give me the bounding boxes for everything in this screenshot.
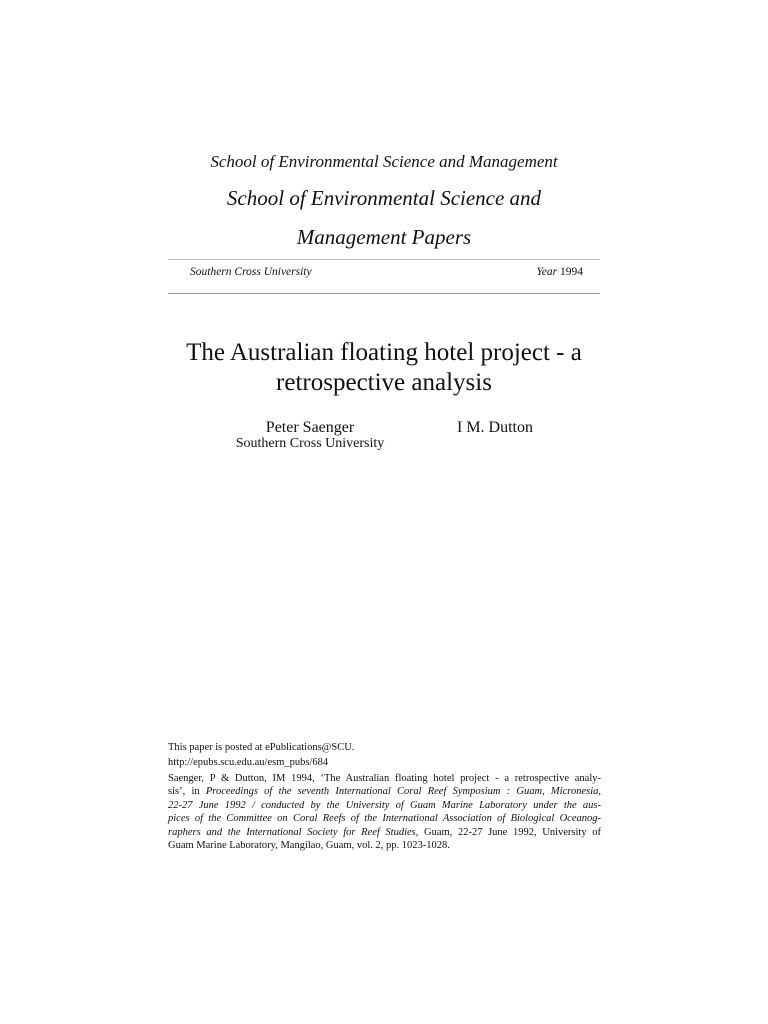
bottom-rule <box>168 293 600 294</box>
paper-title <box>120 338 648 398</box>
citation-proceedings: raphers and the International Society for Reef Studies <box>168 826 416 838</box>
paper-url[interactable]: http://epubs.scu.edu.au/esm_pubs/684 <box>168 757 329 768</box>
collection-title-line2: Management Papers <box>296 225 472 249</box>
author-name: I M. Dutton <box>457 419 533 436</box>
citation-line: Guam Marine Laboratory, Mangilao, Guam, vol. 2, pp. 1023-1028. <box>168 840 450 852</box>
paper-title-line1: The Australian floating hotel project - a <box>186 339 582 366</box>
year-label: Year <box>536 266 558 278</box>
citation-proceedings: Proceedings of the seventh International Coral Reef Symposium : Guam, Micronesia, <box>205 786 601 798</box>
author-affiliation: Southern Cross University <box>235 436 385 451</box>
citation-text: , Guam, 22-27 June 1992, University of <box>415 826 601 838</box>
collection-title-line1: School of Environmental Science and <box>226 186 542 210</box>
author-name: Peter Saenger <box>265 419 355 436</box>
year-block <box>536 266 583 278</box>
citation-line: Saenger, P & Dutton, IM 1994, ‘The Australian floating hotel project - a retrospective analy- <box>168 773 601 784</box>
paper-title-line2: retrospective analysis <box>276 369 492 396</box>
citation-proceedings: 22-27 June 1992 / conducted by the University of Guam Marine Laboratory under the aus- <box>168 799 601 811</box>
citation-line <box>168 799 601 812</box>
series-title: School of Environmental Science and Management <box>210 152 558 171</box>
citation <box>168 772 601 852</box>
posted-notice: This paper is posted at ePublications@SCU. <box>168 742 355 753</box>
citation-proceedings: pices of the Committee on Coral Reefs of the International Association of Biological Oceanog- <box>168 813 601 825</box>
citation-line <box>168 826 601 839</box>
citation-line <box>168 785 601 798</box>
institution: Southern Cross University <box>190 266 312 278</box>
year-value: 1994 <box>560 266 583 278</box>
citation-line <box>168 812 601 825</box>
citation-text: sis’, in <box>168 786 206 798</box>
top-rule <box>168 259 600 260</box>
